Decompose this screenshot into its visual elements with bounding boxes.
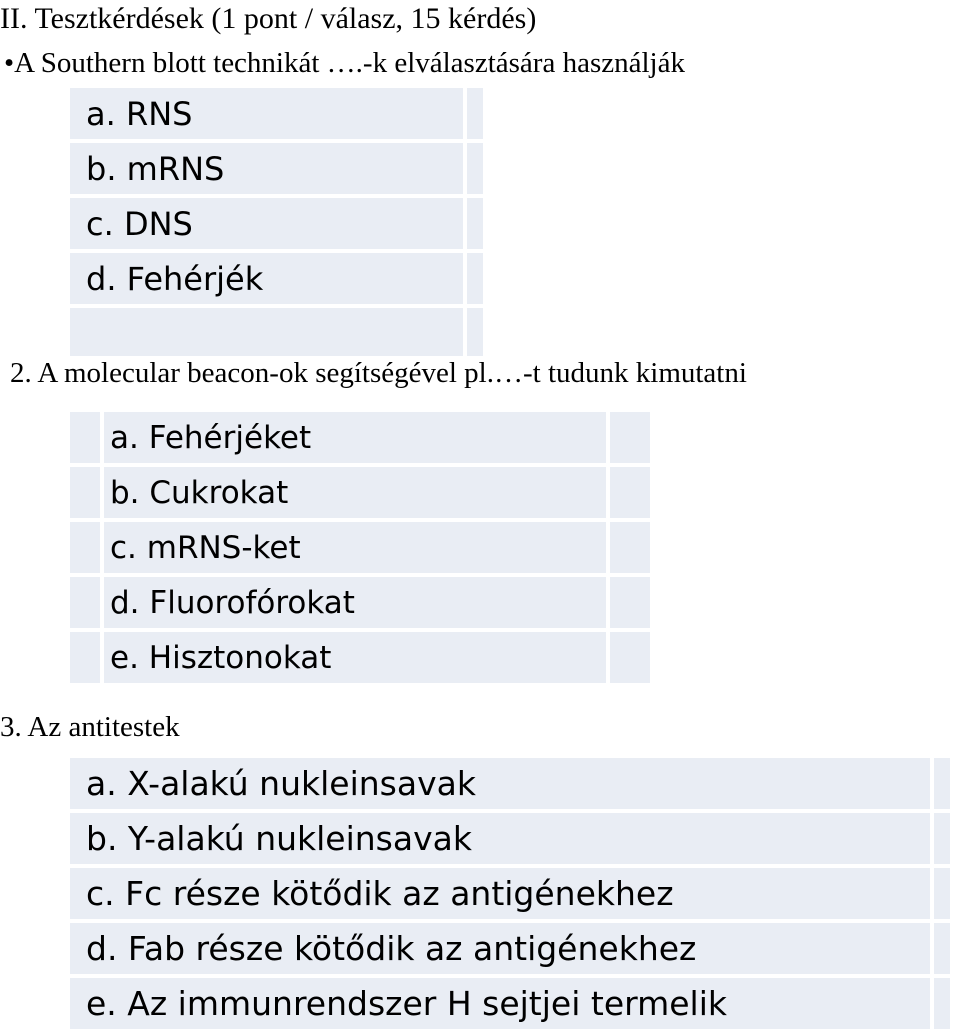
option-d-label[interactable]: d. Fluorofórokat [104, 577, 610, 632]
option-d-label[interactable]: d. Fab része kötődik az antigénekhez [70, 923, 934, 978]
question-1-options [70, 88, 487, 363]
option-c-label[interactable]: c. mRNS-ket [104, 522, 610, 577]
option-b-label[interactable]: b. Cukrokat [104, 467, 610, 522]
section-title: II. Tesztkérdések (1 pont / válasz, 15 kérdés) [0, 2, 537, 35]
option-row [70, 577, 654, 632]
option-c-label[interactable]: c. DNS [70, 198, 467, 253]
option-a-label[interactable]: a. RNS [70, 88, 467, 143]
option-c-label[interactable]: c. Fc része kötődik az antigénekhez [70, 868, 934, 923]
question-1-prompt: •A Southern blott technikát ….-k elválasztására használják [4, 47, 685, 79]
option-b-label[interactable]: b. mRNS [70, 143, 467, 198]
option-e-label[interactable]: e. Az immunrendszer H sejtjei termelik [70, 978, 934, 1033]
option-a-label[interactable]: a. Fehérjéket [104, 412, 610, 467]
question-2-options [70, 412, 654, 687]
option-a-label[interactable]: a. X-alakú nukleinsavak [70, 758, 934, 813]
option-row [70, 813, 954, 868]
option-e-label[interactable]: e. Hisztonokat [104, 632, 610, 687]
option-row [70, 923, 954, 978]
option-b-label[interactable]: b. Y-alakú nukleinsavak [70, 813, 934, 868]
option-row [70, 868, 954, 923]
option-row [70, 758, 954, 813]
option-row [70, 522, 654, 577]
option-row [70, 632, 654, 687]
option-row [70, 308, 487, 363]
option-row [70, 88, 487, 143]
option-empty-label[interactable] [70, 308, 467, 363]
option-row [70, 978, 954, 1033]
option-row [70, 253, 487, 308]
option-row [70, 143, 487, 198]
option-row [70, 198, 487, 253]
question-2-prompt: 2. A molecular beacon-ok segítségével pl.…-t tudunk kimutatni [10, 357, 747, 389]
option-row [70, 412, 654, 467]
option-row [70, 467, 654, 522]
question-3-prompt: 3. Az antitestek [0, 711, 180, 743]
option-d-label[interactable]: d. Fehérjék [70, 253, 467, 308]
question-3-options [70, 758, 954, 1033]
